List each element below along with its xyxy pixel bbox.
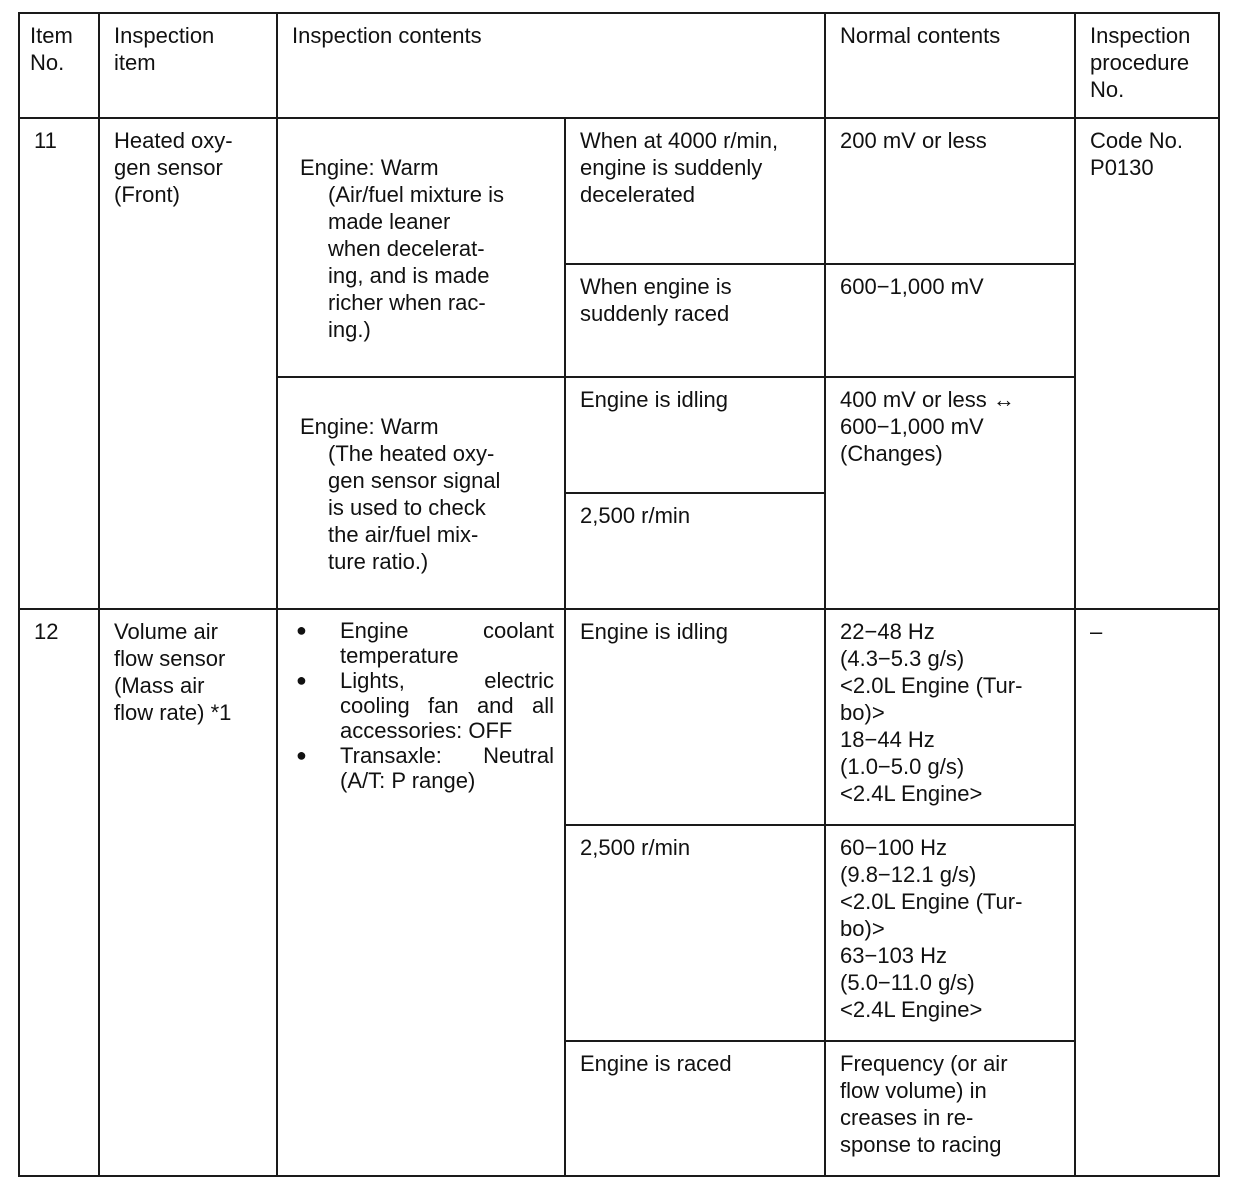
normal-raced: 600−1,000 mV	[825, 264, 1075, 377]
header-item-no: Item No.	[19, 13, 99, 118]
subcondition-raced: Engine is raced	[565, 1041, 825, 1176]
list-item: ● Engine coolant temperature	[294, 618, 554, 668]
subcondition-2500: 2,500 r/min	[565, 493, 825, 609]
table-row-12a	[19, 609, 1219, 825]
condition-note: (The heated oxy- gen sensor signal is used to check the air/fuel mix- ture ratio.)	[328, 441, 501, 574]
table-row-11a	[19, 118, 1219, 264]
subcondition-idling: Engine is idling	[565, 377, 825, 493]
header-row	[19, 13, 1219, 118]
condition-title: Engine: Warm	[300, 414, 439, 439]
normal-decelerated: 200 mV or less	[825, 118, 1075, 264]
header-normal-contents: Normal contents	[825, 13, 1075, 118]
header-inspection-contents: Inspection contents	[277, 13, 825, 118]
procedure-11: Code No. P0130	[1075, 118, 1219, 609]
header-procedure-no: Inspection procedure No.	[1075, 13, 1219, 118]
normal-raced: Frequency (or air flow volume) in creases in re- sponse to racing	[825, 1041, 1075, 1176]
bullet-list	[294, 618, 554, 793]
condition-note: (Air/fuel mixture is made leaner when decelerat- ing, and is made richer when rac- ing.)	[328, 182, 505, 342]
subcondition-decelerated: When at 4000 r/min, engine is suddenly decelerated	[565, 118, 825, 264]
list-item: ● Transaxle: Neutral (A/T: P range)	[294, 743, 554, 793]
item-no-12: 12	[19, 609, 99, 1176]
condition-bullets	[277, 609, 565, 1176]
inspection-item-11: Heated oxy- gen sensor (Front)	[99, 118, 277, 609]
normal-idling: 22−48 Hz (4.3−5.3 g/s) <2.0L Engine (Tur- bo)> 18−44 Hz (1.0−5.0 g/s) <2.4L Engine>	[825, 609, 1075, 825]
subcondition-2500: 2,500 r/min	[565, 825, 825, 1041]
procedure-12: –	[1075, 609, 1219, 1176]
normal-changes: 400 mV or less ↔ 600−1,000 mV (Changes)	[825, 377, 1075, 609]
condition-warm-check	[277, 377, 565, 609]
condition-warm-leaner	[277, 118, 565, 377]
subcondition-idling: Engine is idling	[565, 609, 825, 825]
subcondition-raced: When engine is suddenly raced	[565, 264, 825, 377]
item-no-11: 11	[19, 118, 99, 609]
header-inspection-item: Inspection item	[99, 13, 277, 118]
condition-title: Engine: Warm	[300, 155, 439, 180]
inspection-item-12: Volume air flow sensor (Mass air flow rate) *1	[99, 609, 277, 1176]
list-item: ● Lights, electric cooling fan and all accessories: OFF	[294, 668, 554, 743]
inspection-table	[18, 12, 1220, 1177]
normal-2500: 60−100 Hz (9.8−12.1 g/s) <2.0L Engine (Tur- bo)> 63−103 Hz (5.0−11.0 g/s) <2.4L Engine>	[825, 825, 1075, 1041]
